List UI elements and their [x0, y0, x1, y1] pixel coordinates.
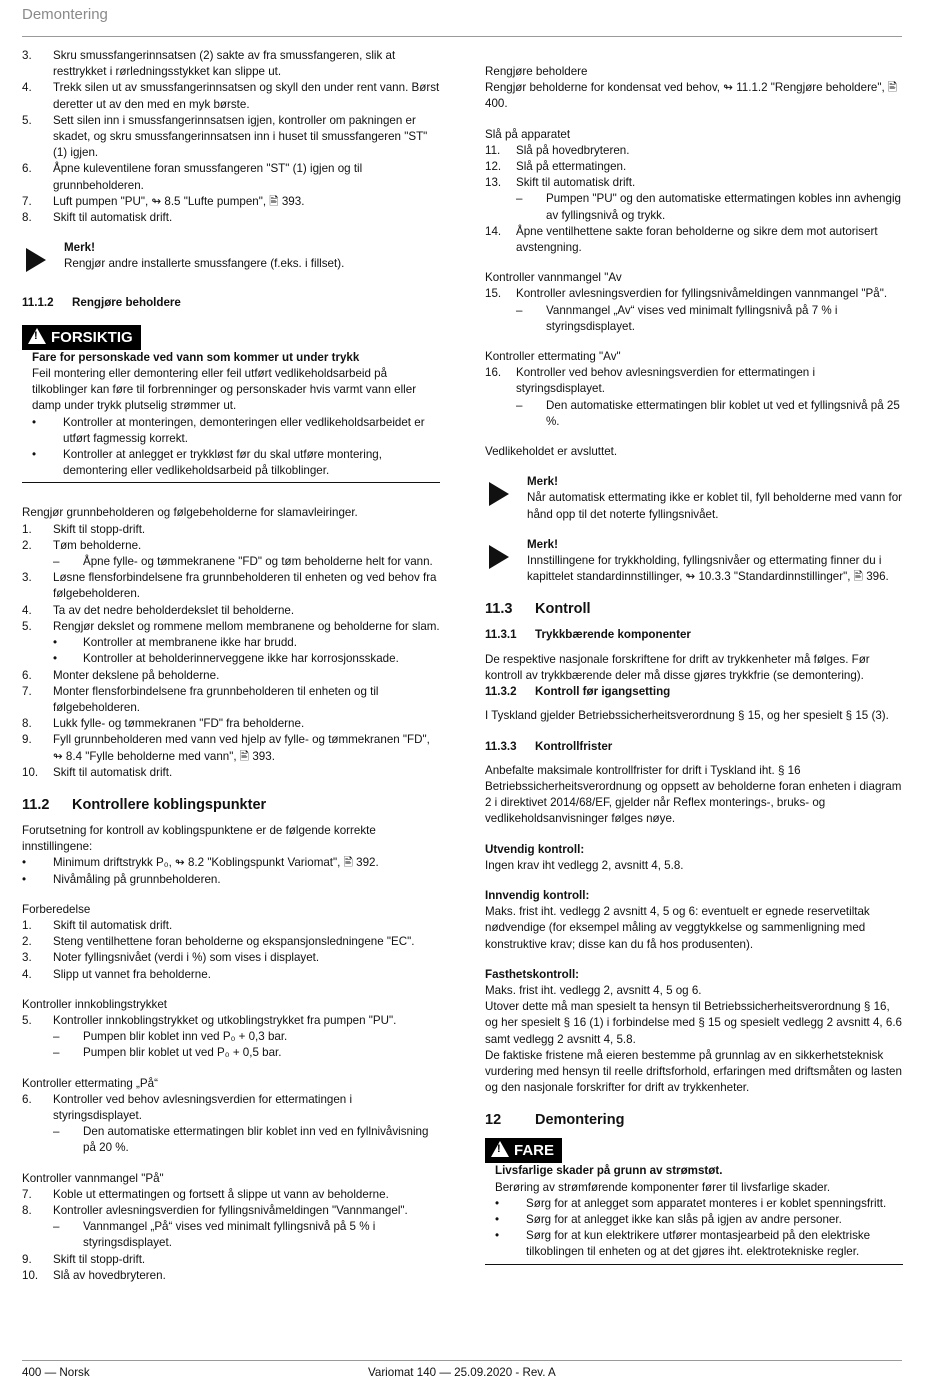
list-item: [22, 934, 440, 950]
list-text: Monter dekslene på beholderne.: [53, 668, 220, 682]
list-marker: •: [53, 652, 58, 666]
list-text: Åpne ventilhettene sakte foran beholderne og sikre dem mot autorisert avstengning.: [516, 224, 878, 255]
int-text: Maks. frist iht. vedlegg 2 avsnitt 4, 5 og 6: eventuelt er egnede reservetiltak nødvendige (for eksempel måling av veggtykkelse og sammenligning med konstruktive krav; disse kan du få hos produsenten).: [485, 905, 870, 951]
list-marker: –: [53, 555, 60, 569]
list-marker: –: [53, 1046, 60, 1060]
bullet-text: Kontroller at monteringen, demonteringen eller vedlikeholdsarbeidet er utført fagmessig korrekt.: [63, 415, 425, 445]
footer-page: 400 — Norsk: [22, 1366, 90, 1379]
list-marker: 9.: [22, 733, 32, 747]
list-item: [485, 286, 903, 302]
note-arrow-icon: [489, 545, 509, 569]
prep-steps: [22, 918, 440, 983]
caution-bullets: [32, 415, 440, 480]
section-heading-11-3: 11.3 Kontroll: [485, 601, 591, 618]
list-item: [22, 1187, 440, 1203]
list-marker: •: [53, 636, 58, 650]
bullet-item: [22, 855, 440, 871]
list-item: [22, 522, 440, 538]
list-text: Pumpen blir koblet ut ved P₀ + 0,5 bar.: [83, 1046, 282, 1060]
list-text: Fyll grunnbeholderen med vann ved hjelp av fylle- og tømmekranen "FD", ↬ 8.4 "Fylle beholderne med vann", 🖹 393.: [53, 733, 430, 763]
clean-title: Rengjøre beholdere: [485, 65, 588, 78]
list-item: [22, 210, 440, 226]
note-arrow-icon: [26, 248, 46, 272]
list-text: Vannmangel „Av“ vises ved minimalt fyllingsnivå på 7 % i styringsdisplayet.: [546, 303, 838, 333]
note-text: Innstillingene for trykkholding, fyllingsnivåer og ettermating finner du i kapittelet standardinnstillinger, ↬ 10.3.3 "Standardinnstillinger", 🖹 396.: [527, 554, 889, 584]
list-marker: 10.: [22, 765, 39, 779]
warning-triangle-icon: !: [491, 1141, 509, 1157]
list-item: [22, 765, 440, 781]
list-marker: 1.: [22, 522, 32, 536]
lack-steps: [22, 1187, 440, 1284]
list-text: Slå på hovedbryteren.: [516, 143, 630, 157]
list-text: Koble ut ettermatingen og fortsett å slippe ut vann av beholderne.: [53, 1187, 389, 1201]
list-marker: 16.: [485, 366, 502, 380]
list-item: [22, 1219, 440, 1251]
bullet-item: [32, 447, 440, 479]
list-text: Sett silen inn i smussfangerinnsatsen igjen, kontroller om pakningen er skadet, og skru smussfangerinnsatsen inn i huset til smussfangeren "ST" (1) igjen.: [53, 113, 428, 160]
text-11-3-1: De respektive nasjonale forskriftene for drift av trykkenheter må følges. Før kontroll av trykkbærende deler må disse gjøres trykkfrie (se demontering).: [485, 652, 870, 682]
bullet-text: Sørg for at kun elektrikere utfører montasjearbeid på den elektriske tilkoblingen til enheten og at det gjøres iht. elektrotekniske regler.: [526, 1229, 871, 1259]
bullet-marker: •: [32, 415, 37, 429]
section-heading-11-1-2: 11.1.2 Rengjøre beholdere: [22, 295, 181, 309]
list-text: Noter fyllingsnivået (verdi i %) som vises i displayet.: [53, 951, 320, 965]
list-marker: 5.: [22, 113, 32, 127]
list-text: Luft pumpen "PU", ↬ 8.5 "Lufte pumpen", 🖹 393.: [53, 194, 305, 208]
section-heading-11-3-1: 11.3.1 Trykkbærende komponenter: [485, 628, 691, 642]
note-box: [485, 474, 903, 523]
list-text: Skift til stopp-drift.: [53, 522, 146, 536]
list-item: [22, 635, 440, 651]
list-item: [485, 365, 903, 397]
list-marker: 6.: [22, 1092, 32, 1106]
list-marker: 7.: [22, 1187, 32, 1201]
list-marker: 6.: [22, 668, 32, 682]
lackoff-steps: [485, 286, 903, 335]
list-text: Tøm beholderne.: [53, 538, 142, 552]
text-11-3-2: I Tyskland gjelder Betriebssicherheitsverordnung § 15, og her spesielt § 15 (3).: [485, 709, 889, 723]
list-marker: –: [53, 1125, 60, 1139]
list-text: Skift til stopp-drift.: [53, 1252, 146, 1266]
bullet-text: Kontroller at anlegget er trykkløst før du skal utføre montering, demontering eller vedlikeholdsarbeid på tilkoblinger.: [63, 448, 382, 478]
feedoff-title: Kontroller ettermating "Av": [485, 350, 621, 364]
list-text: Kontroller ved behov avlesningsverdien for ettermatingen i styringsdisplayet.: [53, 1092, 353, 1122]
section-heading-11-3-3: 11.3.3 Kontrollfrister: [485, 739, 613, 753]
footer-rule: [22, 1360, 902, 1361]
list-marker: 7.: [22, 684, 32, 698]
list-text: Skift til automatisk drift.: [53, 918, 173, 932]
list-text: Åpne fylle- og tømmekranene "FD" og tøm beholderne helt for vann.: [83, 555, 433, 569]
list-item: [22, 1092, 440, 1124]
list-marker: 14.: [485, 224, 502, 238]
list-item: [485, 303, 903, 335]
str-text-1: Maks. frist iht. vedlegg 2, avsnitt 4, 5 og 6.: [485, 983, 702, 997]
list-text: Den automatiske ettermatingen blir koblet inn ved en fyllnivåvisning på 20 %.: [83, 1125, 429, 1155]
list-item: [22, 1268, 440, 1284]
feed-title: Kontroller ettermating „På“: [22, 1076, 158, 1090]
bullet-marker: •: [495, 1212, 500, 1226]
note-title: Merk!: [527, 537, 558, 551]
list-text: Lukk fylle- og tømmekranen "FD" fra beholderne.: [53, 717, 305, 731]
list-text: Pumpen blir koblet inn ved P₀ + 0,3 bar.: [83, 1030, 288, 1044]
list-item: [485, 159, 903, 175]
bullet-marker: •: [495, 1196, 500, 1210]
prereq-text: Forutsetning for kontroll av koblingspunktene er de følgende korrekte innstillingene:: [22, 823, 376, 854]
list-marker: 4.: [22, 967, 32, 981]
list-text: Rengjør dekslet og rommene mellom membranene og beholderne for slam.: [53, 619, 440, 633]
list-marker: 8.: [22, 1203, 32, 1217]
list-text: Slå av hovedbryteren.: [53, 1268, 166, 1282]
bullet-text: Minimum driftstrykk P₀, ↬ 8.2 "Koblingspunkt Variomat", 🖹 392.: [53, 856, 379, 870]
clean-steps: [22, 522, 440, 781]
list-text: Skift til automatisk drift.: [516, 176, 636, 190]
on-title: Slå på apparatet: [485, 127, 571, 141]
list-marker: 8.: [22, 717, 32, 731]
int-title: Innvendig kontroll:: [485, 888, 590, 902]
list-text: Kontroller avlesningsverdien for fyllingsnivåmeldingen "Vannmangel".: [53, 1203, 408, 1217]
list-item: [22, 1029, 440, 1045]
list-text: Åpne kuleventilene foran smussfangeren "ST" (1) igjen og til grunnbeholderen.: [53, 162, 363, 192]
list-item: [22, 918, 440, 934]
list-marker: –: [53, 1220, 60, 1234]
caution-box: [22, 350, 440, 484]
feedoff-steps: [485, 365, 903, 430]
list-text: Kontroller avlesningsverdien for fyllingsnivåmeldingen vannmangel "På".: [516, 287, 888, 301]
list-item: [22, 619, 440, 635]
cut-title: Kontroller innkoblingstrykket: [22, 997, 167, 1011]
right-column: [485, 64, 903, 1265]
footer-doc: Variomat 140 — 25.09.2020 - Rev. A: [368, 1366, 556, 1379]
bullet-text: Nivåmåling på grunnbeholderen.: [53, 872, 221, 886]
list-marker: 9.: [22, 1252, 32, 1266]
list-marker: –: [516, 398, 523, 412]
str-text-3: De faktiske fristene må eieren bestemme på grunnlag av en sikkerhetsteknisk vurdering med hensyn til reelle driftsforhold, erfaringen med driftsmåten og lasten og den nasjonale forskrifter for drift av trykkenheter.: [485, 1048, 902, 1095]
list-marker: 15.: [485, 287, 502, 301]
list-marker: 3.: [22, 951, 32, 965]
section-heading-11-3-2: 11.3.2 Kontroll før igangsetting: [485, 685, 671, 699]
list-text: Løsne flensforbindelsene fra grunnbeholderen til enheten og ved behov fra følgebeholderen.: [53, 571, 437, 601]
list-item: [22, 538, 440, 554]
list-item: [22, 603, 440, 619]
text-11-3-3: Anbefalte maksimale kontrollfrister for drift i Tyskland iht. § 16 Betriebssicherheitsverordnung og oppsett av beholderne foran enheten i diagram 2 i direktivet 2014/68/EF, gjelder når Reflex monterings-, bruks- og vedlikeholdsanvisninger følges nøye.: [485, 763, 902, 826]
list-item: [22, 651, 440, 667]
list-text: Skift til automatisk drift.: [53, 211, 173, 225]
list-item: [22, 716, 440, 732]
list-marker: 4.: [22, 603, 32, 617]
list-marker: 1.: [22, 918, 32, 932]
list-item: [22, 684, 440, 716]
ext-title: Utvendig kontroll:: [485, 842, 585, 856]
list-marker: –: [516, 192, 523, 206]
list-text: Kontroller at membranene ikke har brudd.: [83, 636, 297, 650]
list-item: [485, 143, 903, 159]
danger-title: Livsfarlige skader på grunn av strømstøt.: [495, 1164, 723, 1178]
note-title: Merk!: [527, 475, 558, 489]
note-box: [485, 537, 903, 586]
list-item: [22, 1124, 440, 1156]
warning-triangle-icon: !: [28, 328, 46, 344]
cut-steps: [22, 1013, 440, 1062]
list-marker: 13.: [485, 176, 502, 190]
list-item: [22, 1203, 440, 1219]
left-column: [22, 48, 440, 1284]
list-text: Kontroller at beholderinnerveggene ikke har korrosjonsskade.: [83, 652, 399, 666]
list-marker: 4.: [22, 81, 32, 95]
list-item: [22, 113, 440, 162]
list-marker: 3.: [22, 571, 32, 585]
list-item: [22, 48, 440, 80]
list-marker: 12.: [485, 160, 502, 174]
danger-bullets: [495, 1196, 903, 1261]
list-item: [485, 191, 903, 223]
list-marker: –: [53, 1030, 60, 1044]
prereq-bullets: [22, 855, 440, 887]
list-item: [22, 194, 440, 210]
list-text: Ta av det nedre beholderdekslet til beholderne.: [53, 603, 295, 617]
list-item: [22, 950, 440, 966]
list-text: Monter flensforbindelsene fra grunnbeholderen til enheten og til følgebeholderen.: [53, 684, 379, 714]
list-marker: 7.: [22, 194, 32, 208]
section-heading-11-2: 11.2 Kontrollere koblingspunkter: [22, 796, 267, 813]
note-title: Merk!: [64, 241, 95, 255]
list-item: [22, 80, 440, 112]
bullet-text: Sørg for at anlegget som apparatet monteres i er koblet spenningsfritt.: [526, 1196, 887, 1210]
note-arrow-icon: [489, 482, 509, 506]
lackoff-title: Kontroller vannmangel "Av: [485, 271, 622, 285]
list-text: Skift til automatisk drift.: [53, 765, 173, 779]
bullet-item: [22, 872, 440, 888]
list-item: [22, 1045, 440, 1061]
str-title: Fasthetskontroll:: [485, 967, 580, 981]
list-text: Kontroller ved behov avlesningsverdien for ettermatingen i styringsdisplayet.: [516, 366, 816, 396]
list-item: [485, 175, 903, 191]
list-item: [485, 398, 903, 430]
list-item: [22, 570, 440, 602]
section-heading-12: 12 Demontering: [485, 1112, 625, 1129]
list-text: Slå på ettermatingen.: [516, 160, 627, 174]
list-item: [22, 668, 440, 684]
bullet-item: [495, 1196, 903, 1212]
caution-label: ! FORSIKTIG: [22, 325, 141, 350]
list-text: Slipp ut vannet fra beholderne.: [53, 967, 211, 981]
list-text: Steng ventilhettene foran beholderne og ekspansjonsledningene "EC".: [53, 935, 415, 949]
header-rule: [22, 36, 902, 37]
ext-text: Ingen krav iht vedlegg 2, avsnitt 4, 5.8.: [485, 858, 684, 872]
list-text: Den automatiske ettermatingen blir koblet ut ved et fyllingsnivå på 25 %.: [546, 398, 900, 428]
danger-label: ! FARE: [485, 1138, 562, 1163]
note-text: Rengjør andre installerte smussfangere (f.eks. i fillset).: [64, 257, 345, 271]
bullet-item: [495, 1228, 903, 1260]
done-text: Vedlikeholdet er avsluttet.: [485, 445, 618, 459]
str-text-2: Utover dette må man spesielt ta hensyn til Betriebssicherheitsverordnung § 16, og her spesielt § 16 (1) i forbindelse med § 15 og spesielt vedlegg 2 avsnitt 4, 6.6 samt vedlegg 2 avsnitt 4, 5.8.: [485, 1000, 902, 1046]
bullet-marker: •: [22, 872, 27, 886]
list-text: Vannmangel „På“ vises ved minimalt fyllingsnivå på 5 % i styringsdisplayet.: [83, 1220, 376, 1250]
list-marker: –: [516, 303, 523, 317]
list-marker: 11.: [485, 143, 501, 157]
list-marker: 5.: [22, 1013, 32, 1027]
clean-intro: Rengjør grunnbeholderen og følgebeholderne for slamavleiringer.: [22, 506, 358, 520]
danger-text: Berøring av strømførende komponenter fører til livsfarlige skader.: [495, 1180, 831, 1194]
list-item: [22, 1013, 440, 1029]
list-item: [22, 1252, 440, 1268]
caution-title: Fare for personskade ved vann som kommer ut under trykk: [32, 350, 360, 364]
caution-text: Feil montering eller demontering eller feil utført vedlikeholdsarbeid på tilkoblinger kan føre til forbrenninger og personskader hvis varmt vann eller damp under trykk plutselig strømmer ut.: [32, 367, 417, 413]
list-marker: 8.: [22, 211, 32, 225]
bullet-item: [32, 415, 440, 447]
bullet-text: Sørg for at anlegget ikke kan slås på igjen av andre personer.: [526, 1212, 842, 1226]
bullet-marker: •: [32, 448, 37, 462]
list-marker: 2.: [22, 935, 32, 949]
lack-title: Kontroller vannmangel "På": [22, 1171, 164, 1185]
note-box: [22, 240, 440, 272]
list-text: Pumpen "PU" og den automatiske ettermatingen kobles inn avhengig av fyllingsnivå og trykk.: [546, 192, 901, 222]
list-item: [485, 224, 903, 256]
list-text: Skru smussfangerinnsatsen (2) sakte av fra smussfangeren, slik at resttrykket i rørledningsstykket kan slippe ut.: [53, 49, 396, 79]
note-text: Når automatisk ettermating ikke er koblet til, fyll beholderne med vann for hånd opp til det noterte fyllingsnivået.: [527, 491, 903, 521]
page-header-title: Demontering: [22, 6, 108, 23]
clean-text: Rengjør beholderne for kondensat ved behov, ↬ 11.1.2 "Rengjøre beholdere", 🖹 400.: [485, 81, 898, 111]
list-text: Kontroller innkoblingstrykket og utkoblingstrykket fra pumpen "PU".: [53, 1013, 397, 1027]
list-item: [22, 967, 440, 983]
list-text: Trekk silen ut av smussfangerinnsatsen og skyll den under rent vann. Børst deretter ut av den med en myk børste.: [53, 81, 440, 111]
bullet-marker: •: [495, 1229, 500, 1243]
list-marker: 5.: [22, 619, 32, 633]
prep-title: Forberedelse: [22, 902, 91, 916]
bullet-item: [495, 1212, 903, 1228]
list-marker: 10.: [22, 1268, 39, 1282]
list-marker: 6.: [22, 162, 32, 176]
steps-top: [22, 48, 440, 226]
list-item: [22, 554, 440, 570]
list-item: [22, 161, 440, 193]
list-marker: 2.: [22, 538, 32, 552]
list-marker: 3.: [22, 49, 32, 62]
feed-steps: [22, 1092, 440, 1157]
bullet-marker: •: [22, 856, 27, 870]
danger-box: [485, 1163, 903, 1264]
list-item: [22, 732, 440, 764]
on-steps: [485, 143, 903, 256]
